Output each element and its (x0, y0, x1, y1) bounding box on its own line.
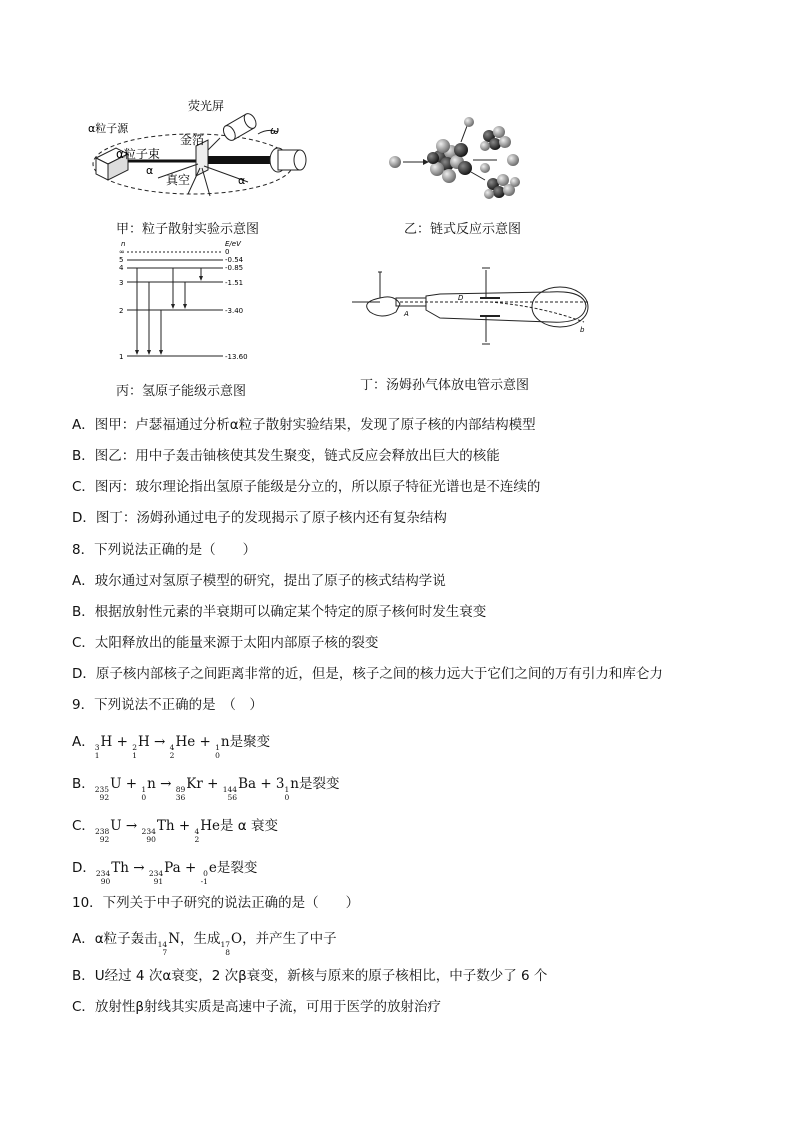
svg-text:2: 2 (119, 307, 124, 315)
svg-text:3: 3 (119, 279, 124, 287)
svg-text:0: 0 (225, 248, 230, 256)
equation-b: 235 92 U + 1 0 n → 89 36 Kr + 144 56 Ba + 3 1 0 n (94, 776, 299, 802)
q9-option-c: C． 238 92 U → 234 90 Th + 4 2 He是 α 衰变 (72, 818, 278, 844)
figure-thomson-tube (350, 262, 598, 354)
figure-chain-reaction (385, 112, 545, 204)
alpha-label: α (238, 174, 246, 187)
svg-text:E/eV: E/eV (225, 240, 241, 248)
screen-label: 荧光屏 (188, 99, 225, 113)
equation-a: 3 1 H + 2 1 H → 4 2 He + 1 0 n (94, 734, 230, 760)
q8-option-c: C．太阳释放出的能量来源于太阳内部原子核的裂变 (72, 635, 379, 651)
q7-option-d: D．图丁：汤姆孙通过电子的发现揭示了原子核内还有复杂结构 (72, 510, 447, 526)
svg-text:-1.51: -1.51 (225, 279, 244, 287)
equation-c: 238 92 U → 234 90 Th + 4 2 He (94, 818, 221, 844)
q9-option-a: A． 3 1 H + 2 1 H → 4 2 He + 1 0 n是聚变 (72, 734, 271, 760)
svg-text:5: 5 (119, 256, 124, 264)
q7-option-c: C．图丙：玻尔理论指出氢原子能级是分立的，所以原子特征光谱也是不连续的 (72, 479, 541, 495)
svg-text:-0.54: -0.54 (225, 256, 244, 264)
gold-foil-label: 金箔 (180, 133, 205, 147)
svg-text:∞: ∞ (119, 248, 125, 256)
omega-label: ω (270, 124, 280, 137)
beam-label: α粒子束 (116, 147, 160, 161)
q10-option-b: B．U经过 4 次α衰变，2 次β衰变，新核与原来的原子核相比，中子数少了 6 个 (72, 968, 548, 984)
caption-jia: 甲：粒子散射实验示意图 (116, 222, 260, 237)
svg-text:1: 1 (119, 353, 124, 361)
svg-text:D: D (458, 294, 464, 302)
source-label: α粒子源 (88, 122, 129, 135)
q7-option-b: B．图乙：用中子轰击铀核使其发生聚变，链式反应会释放出巨大的核能 (72, 448, 500, 464)
svg-text:A: A (404, 310, 409, 318)
q7-option-a: A．图甲：卢瑟福通过分析α粒子散射实验结果，发现了原子核的内部结构模型 (72, 417, 536, 433)
q8-option-b: B．根据放射性元素的半衰期可以确定某个特定的原子核何时发生衰变 (72, 604, 487, 620)
q8-stem: 8．下列说法正确的是（ ） (72, 542, 257, 558)
q8-option-d: D．原子核内部核子之间距离非常的近，但是，核子之间的核力远大于它们之间的万有引力和库仑力 (72, 666, 663, 682)
svg-text:n: n (121, 240, 126, 248)
alpha-label: α (146, 164, 154, 177)
q9-stem: 9．下列说法不正确的是 （ ） (72, 697, 263, 713)
svg-text:b: b (580, 326, 585, 334)
svg-text:-13.60: -13.60 (225, 353, 248, 361)
q10-stem: 10．下列关于中子研究的说法正确的是（ ） (72, 895, 360, 911)
q10-option-c: C．放射性β射线其实质是高速中子流，可用于医学的放射治疗 (72, 999, 442, 1015)
caption-ding: 丁：汤姆孙气体放电管示意图 (360, 378, 530, 393)
figure-hydrogen-levels (115, 238, 265, 368)
caption-yi: 乙：链式反应示意图 (404, 222, 522, 237)
q10-option-a: A．α粒子轰击 14 7 N，生成 17 8 O，并产生了中子 (72, 931, 337, 957)
equation-d: 234 90 Th → 234 91 Pa + 0 -1 e (95, 860, 217, 886)
svg-text:-3.40: -3.40 (225, 307, 244, 315)
q9-option-b: B． 235 92 U + 1 0 n → 89 36 Kr + 144 56 Ba + 3 1 0 n是裂变 (72, 776, 340, 802)
vacuum-label: 真空 (166, 173, 191, 187)
q8-option-a: A．玻尔通过对氢原子模型的研究，提出了原子的核式结构学说 (72, 573, 446, 589)
q9-option-d: D． 234 90 Th → 234 91 Pa + 0 -1 e是裂变 (72, 860, 258, 886)
figure-alpha-scattering (88, 98, 316, 210)
svg-text:-0.85: -0.85 (225, 264, 244, 272)
svg-text:4: 4 (119, 264, 124, 272)
caption-bing: 丙：氢原子能级示意图 (116, 384, 247, 399)
